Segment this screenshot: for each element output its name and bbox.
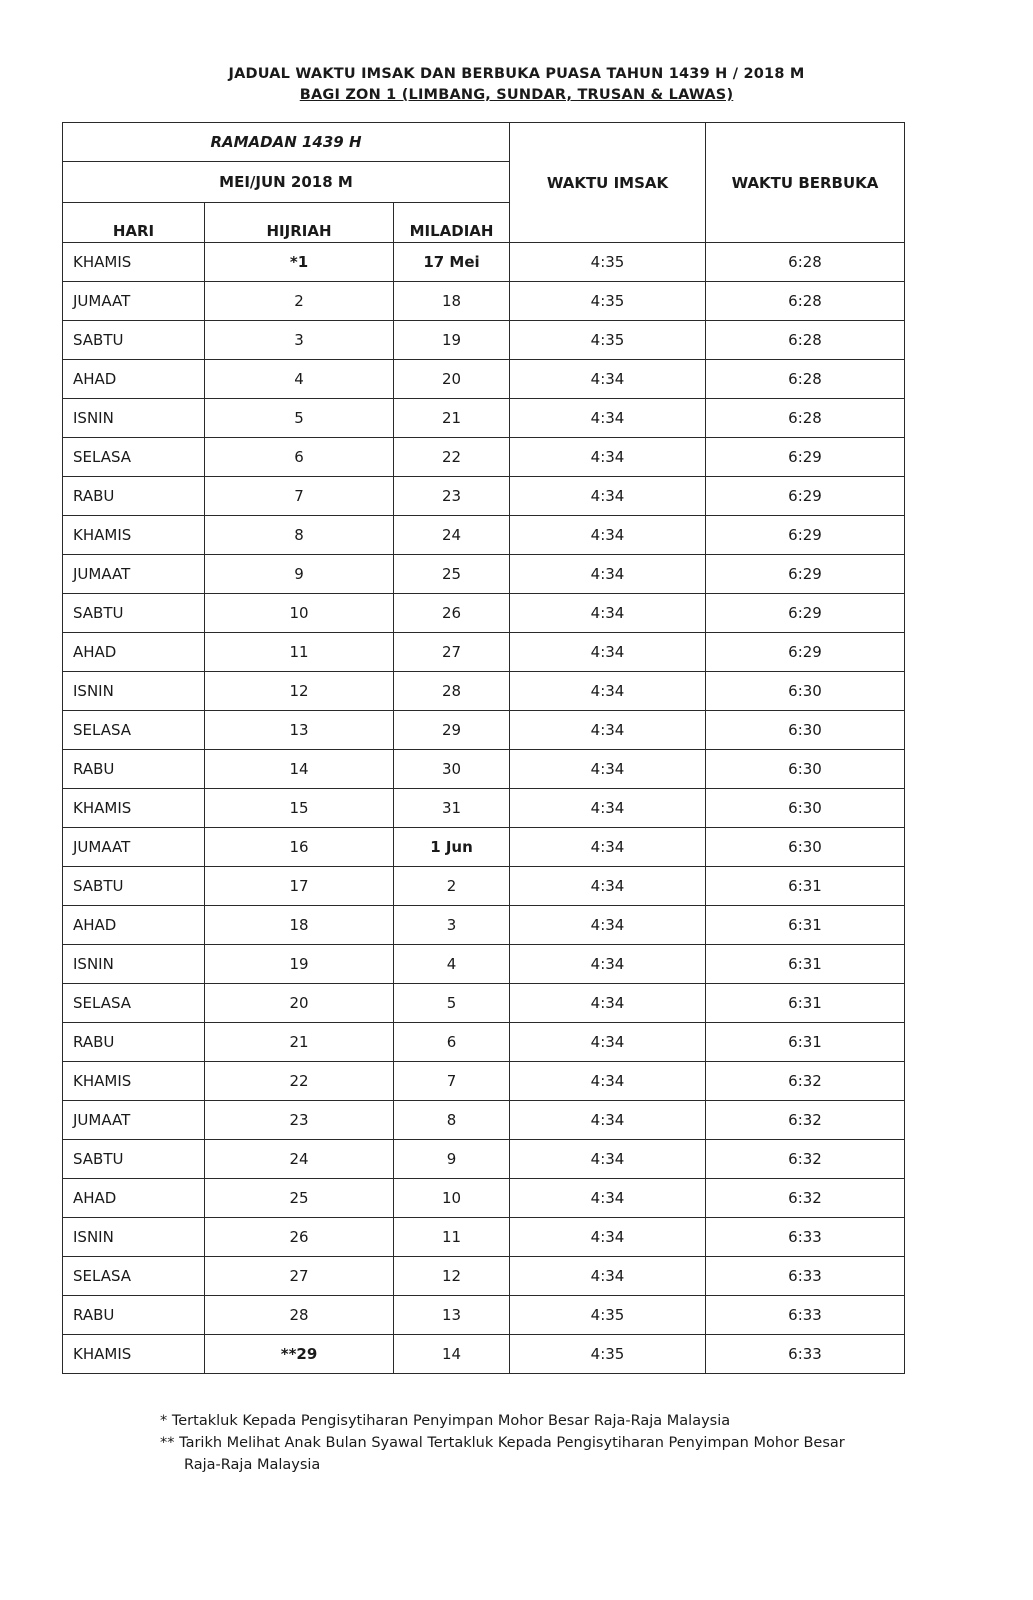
table-row bbox=[63, 789, 905, 828]
hijriah-cell: 3 bbox=[205, 321, 394, 360]
table-row bbox=[63, 1023, 905, 1062]
imsak-cell: 4:35 bbox=[510, 1296, 706, 1335]
hari-cell: SABTU bbox=[63, 594, 205, 633]
col-header-miladiah: MILADIAH bbox=[394, 203, 510, 243]
imsak-cell: 4:34 bbox=[510, 984, 706, 1023]
hari-cell: AHAD bbox=[63, 906, 205, 945]
miladiah-cell: 19 bbox=[394, 321, 510, 360]
imsak-cell: 4:34 bbox=[510, 945, 706, 984]
hijriah-cell: 21 bbox=[205, 1023, 394, 1062]
berbuka-cell: 6:30 bbox=[706, 711, 905, 750]
footnote-1: * Tertakluk Kepada Pengisytiharan Penyimpan Mohor Besar Raja-Raja Malaysia bbox=[160, 1413, 731, 1429]
hari-cell: RABU bbox=[63, 1296, 205, 1335]
table-row bbox=[63, 1257, 905, 1296]
table-row bbox=[63, 906, 905, 945]
hari-cell: RABU bbox=[63, 1023, 205, 1062]
table-row bbox=[63, 1062, 905, 1101]
miladiah-cell: 25 bbox=[394, 555, 510, 594]
hari-cell: RABU bbox=[63, 477, 205, 516]
berbuka-cell: 6:31 bbox=[706, 1023, 905, 1062]
hijriah-cell: 22 bbox=[205, 1062, 394, 1101]
table-row bbox=[63, 1296, 905, 1335]
imsak-cell: 4:35 bbox=[510, 1335, 706, 1374]
footnote-2-line-1: ** Tarikh Melihat Anak Bulan Syawal Tertakluk Kepada Pengisytiharan Penyimpan Mohor Besar bbox=[160, 1435, 845, 1451]
footnotes bbox=[160, 1410, 845, 1476]
miladiah-cell: 31 bbox=[394, 789, 510, 828]
berbuka-cell: 6:29 bbox=[706, 438, 905, 477]
table-row bbox=[63, 282, 905, 321]
miladiah-cell: 2 bbox=[394, 867, 510, 906]
hijriah-cell: 16 bbox=[205, 828, 394, 867]
berbuka-cell: 6:31 bbox=[706, 906, 905, 945]
hari-cell: JUMAAT bbox=[63, 282, 205, 321]
hari-cell: KHAMIS bbox=[63, 1335, 205, 1374]
table-row bbox=[63, 711, 905, 750]
hijriah-cell: 18 bbox=[205, 906, 394, 945]
miladiah-cell: 8 bbox=[394, 1101, 510, 1140]
berbuka-cell: 6:29 bbox=[706, 516, 905, 555]
miladiah-cell: 26 bbox=[394, 594, 510, 633]
miladiah-cell: 23 bbox=[394, 477, 510, 516]
berbuka-cell: 6:31 bbox=[706, 945, 905, 984]
berbuka-cell: 6:28 bbox=[706, 360, 905, 399]
ramadan-header: RAMADAN 1439 H bbox=[63, 123, 510, 162]
imsak-cell: 4:34 bbox=[510, 906, 706, 945]
table-row bbox=[63, 516, 905, 555]
berbuka-cell: 6:28 bbox=[706, 282, 905, 321]
hijriah-cell: 6 bbox=[205, 438, 394, 477]
footnote-2-line-2: Raja-Raja Malaysia bbox=[184, 1457, 321, 1473]
berbuka-cell: 6:29 bbox=[706, 555, 905, 594]
table-row bbox=[63, 555, 905, 594]
berbuka-cell: 6:28 bbox=[706, 399, 905, 438]
table-row bbox=[63, 399, 905, 438]
table-row bbox=[63, 672, 905, 711]
table-row bbox=[63, 867, 905, 906]
berbuka-cell: 6:33 bbox=[706, 1218, 905, 1257]
hijriah-cell: 10 bbox=[205, 594, 394, 633]
table-row bbox=[63, 828, 905, 867]
hari-cell: AHAD bbox=[63, 360, 205, 399]
table-row bbox=[63, 1335, 905, 1374]
miladiah-cell: 30 bbox=[394, 750, 510, 789]
miladiah-cell: 27 bbox=[394, 633, 510, 672]
table-header bbox=[63, 123, 905, 243]
hijriah-cell: 28 bbox=[205, 1296, 394, 1335]
miladiah-cell: 17 Mei bbox=[394, 243, 510, 282]
miladiah-cell: 6 bbox=[394, 1023, 510, 1062]
imsak-cell: 4:34 bbox=[510, 672, 706, 711]
miladiah-cell: 9 bbox=[394, 1140, 510, 1179]
miladiah-cell: 18 bbox=[394, 282, 510, 321]
imsak-cell: 4:34 bbox=[510, 594, 706, 633]
miladiah-cell: 20 bbox=[394, 360, 510, 399]
berbuka-cell: 6:32 bbox=[706, 1062, 905, 1101]
hari-cell: SELASA bbox=[63, 438, 205, 477]
imsak-cell: 4:34 bbox=[510, 867, 706, 906]
imsak-cell: 4:34 bbox=[510, 1179, 706, 1218]
miladiah-cell: 24 bbox=[394, 516, 510, 555]
meijun-header: MEI/JUN 2018 M bbox=[63, 162, 510, 203]
hari-cell: SELASA bbox=[63, 984, 205, 1023]
miladiah-cell: 3 bbox=[394, 906, 510, 945]
miladiah-cell: 5 bbox=[394, 984, 510, 1023]
berbuka-cell: 6:29 bbox=[706, 633, 905, 672]
hijriah-cell: 9 bbox=[205, 555, 394, 594]
berbuka-cell: 6:32 bbox=[706, 1179, 905, 1218]
table-row bbox=[63, 945, 905, 984]
hari-cell: JUMAAT bbox=[63, 828, 205, 867]
berbuka-cell: 6:33 bbox=[706, 1257, 905, 1296]
miladiah-cell: 14 bbox=[394, 1335, 510, 1374]
table-row bbox=[63, 1179, 905, 1218]
hijriah-cell: 25 bbox=[205, 1179, 394, 1218]
imsak-cell: 4:34 bbox=[510, 1101, 706, 1140]
hari-cell: SELASA bbox=[63, 711, 205, 750]
berbuka-cell: 6:31 bbox=[706, 984, 905, 1023]
hari-cell: KHAMIS bbox=[63, 1062, 205, 1101]
hijriah-cell: 20 bbox=[205, 984, 394, 1023]
hari-cell: KHAMIS bbox=[63, 789, 205, 828]
hijriah-cell: **29 bbox=[205, 1335, 394, 1374]
miladiah-cell: 11 bbox=[394, 1218, 510, 1257]
hijriah-cell: 19 bbox=[205, 945, 394, 984]
hari-cell: ISNIN bbox=[63, 399, 205, 438]
hijriah-cell: 2 bbox=[205, 282, 394, 321]
imsak-cell: 4:34 bbox=[510, 828, 706, 867]
table-row bbox=[63, 633, 905, 672]
imsak-cell: 4:34 bbox=[510, 477, 706, 516]
miladiah-cell: 28 bbox=[394, 672, 510, 711]
hijriah-cell: 4 bbox=[205, 360, 394, 399]
hijriah-cell: 27 bbox=[205, 1257, 394, 1296]
imsak-cell: 4:34 bbox=[510, 555, 706, 594]
table-row bbox=[63, 477, 905, 516]
miladiah-cell: 10 bbox=[394, 1179, 510, 1218]
hari-cell: AHAD bbox=[63, 1179, 205, 1218]
hari-cell: SABTU bbox=[63, 321, 205, 360]
table-row bbox=[63, 1101, 905, 1140]
hijriah-cell: 24 bbox=[205, 1140, 394, 1179]
miladiah-cell: 4 bbox=[394, 945, 510, 984]
imsak-cell: 4:34 bbox=[510, 750, 706, 789]
col-header-hijriah: HIJRIAH bbox=[205, 203, 394, 243]
berbuka-cell: 6:29 bbox=[706, 477, 905, 516]
miladiah-cell: 22 bbox=[394, 438, 510, 477]
hari-cell: ISNIN bbox=[63, 672, 205, 711]
berbuka-cell: 6:29 bbox=[706, 594, 905, 633]
table-row bbox=[63, 438, 905, 477]
berbuka-cell: 6:28 bbox=[706, 321, 905, 360]
miladiah-cell: 12 bbox=[394, 1257, 510, 1296]
berbuka-cell: 6:33 bbox=[706, 1296, 905, 1335]
col-header-hari: HARI bbox=[63, 203, 205, 243]
table-row bbox=[63, 243, 905, 282]
table-body bbox=[63, 243, 905, 1374]
hijriah-cell: 17 bbox=[205, 867, 394, 906]
hijriah-cell: *1 bbox=[205, 243, 394, 282]
hari-cell: RABU bbox=[63, 750, 205, 789]
col-header-imsak: WAKTU IMSAK bbox=[510, 123, 706, 243]
miladiah-cell: 29 bbox=[394, 711, 510, 750]
miladiah-cell: 13 bbox=[394, 1296, 510, 1335]
hari-cell: KHAMIS bbox=[63, 516, 205, 555]
hari-cell: ISNIN bbox=[63, 945, 205, 984]
col-header-berbuka: WAKTU BERBUKA bbox=[706, 123, 905, 243]
hari-cell: SABTU bbox=[63, 867, 205, 906]
hijriah-cell: 7 bbox=[205, 477, 394, 516]
hijriah-cell: 14 bbox=[205, 750, 394, 789]
imsak-cell: 4:34 bbox=[510, 711, 706, 750]
imsak-cell: 4:34 bbox=[510, 516, 706, 555]
table-row bbox=[63, 321, 905, 360]
table-row bbox=[63, 594, 905, 633]
imsak-cell: 4:34 bbox=[510, 1140, 706, 1179]
hari-cell: SELASA bbox=[63, 1257, 205, 1296]
title-line-2: BAGI ZON 1 (LIMBANG, SUNDAR, TRUSAN & LAWAS) bbox=[299, 87, 734, 103]
hari-cell: KHAMIS bbox=[63, 243, 205, 282]
imsak-cell: 4:34 bbox=[510, 1257, 706, 1296]
imsak-cell: 4:34 bbox=[510, 789, 706, 828]
hijriah-cell: 12 bbox=[205, 672, 394, 711]
miladiah-cell: 21 bbox=[394, 399, 510, 438]
imsak-cell: 4:34 bbox=[510, 1218, 706, 1257]
imsak-cell: 4:34 bbox=[510, 399, 706, 438]
hari-cell: JUMAAT bbox=[63, 555, 205, 594]
hari-cell: AHAD bbox=[63, 633, 205, 672]
hari-cell: JUMAAT bbox=[63, 1101, 205, 1140]
imsak-cell: 4:35 bbox=[510, 243, 706, 282]
title-line-1: JADUAL WAKTU IMSAK DAN BERBUKA PUASA TAHUN 1439 H / 2018 M bbox=[228, 66, 805, 82]
berbuka-cell: 6:28 bbox=[706, 243, 905, 282]
hijriah-cell: 23 bbox=[205, 1101, 394, 1140]
hijriah-cell: 8 bbox=[205, 516, 394, 555]
miladiah-cell: 1 Jun bbox=[394, 828, 510, 867]
berbuka-cell: 6:32 bbox=[706, 1101, 905, 1140]
berbuka-cell: 6:33 bbox=[706, 1335, 905, 1374]
hari-cell: SABTU bbox=[63, 1140, 205, 1179]
table-row bbox=[63, 1140, 905, 1179]
berbuka-cell: 6:30 bbox=[706, 750, 905, 789]
hijriah-cell: 5 bbox=[205, 399, 394, 438]
berbuka-cell: 6:30 bbox=[706, 828, 905, 867]
hijriah-cell: 26 bbox=[205, 1218, 394, 1257]
table-row bbox=[63, 984, 905, 1023]
imsak-cell: 4:34 bbox=[510, 438, 706, 477]
imsak-cell: 4:34 bbox=[510, 360, 706, 399]
hijriah-cell: 13 bbox=[205, 711, 394, 750]
hijriah-cell: 15 bbox=[205, 789, 394, 828]
berbuka-cell: 6:31 bbox=[706, 867, 905, 906]
table-row bbox=[63, 360, 905, 399]
berbuka-cell: 6:32 bbox=[706, 1140, 905, 1179]
schedule-table bbox=[62, 122, 905, 1374]
imsak-cell: 4:35 bbox=[510, 282, 706, 321]
document-title bbox=[0, 64, 1033, 106]
miladiah-cell: 7 bbox=[394, 1062, 510, 1101]
table-row bbox=[63, 750, 905, 789]
berbuka-cell: 6:30 bbox=[706, 789, 905, 828]
imsak-cell: 4:35 bbox=[510, 321, 706, 360]
hijriah-cell: 11 bbox=[205, 633, 394, 672]
berbuka-cell: 6:30 bbox=[706, 672, 905, 711]
hari-cell: ISNIN bbox=[63, 1218, 205, 1257]
imsak-cell: 4:34 bbox=[510, 1023, 706, 1062]
imsak-cell: 4:34 bbox=[510, 1062, 706, 1101]
imsak-cell: 4:34 bbox=[510, 633, 706, 672]
table-row bbox=[63, 1218, 905, 1257]
